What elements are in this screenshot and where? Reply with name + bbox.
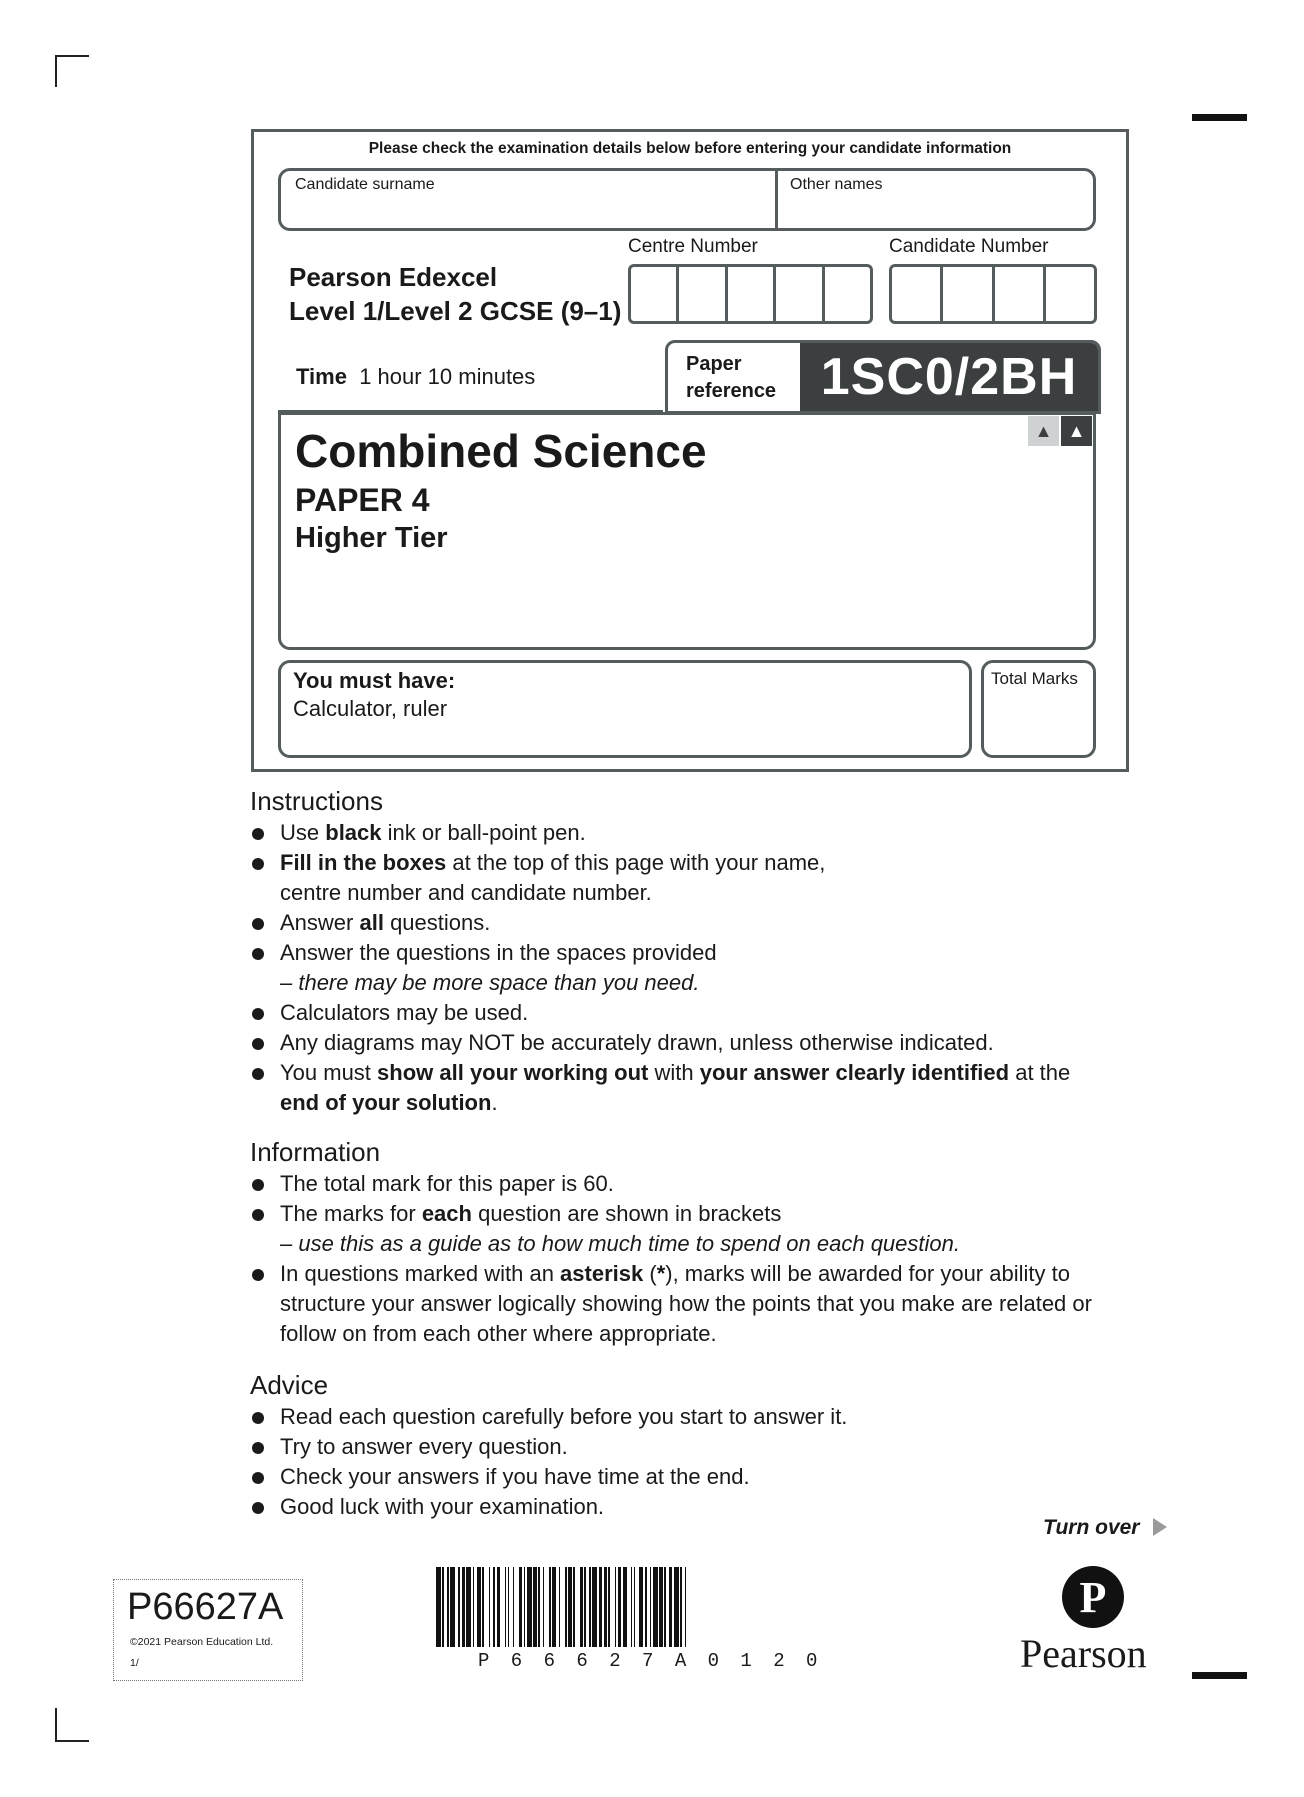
candidate-number-label: Candidate Number (889, 236, 1049, 257)
candidate-surname-label: Candidate surname (295, 176, 435, 193)
name-fields-divider (775, 171, 778, 229)
check-details-note: Please check the examination details below before entering your candidate information (368, 140, 1012, 157)
advice-heading: Advice (250, 1370, 329, 1400)
instructions-list (250, 818, 1070, 1118)
list-item: In questions marked with an asterisk (*), marks will be awarded for your ability to structure your answer logically showing how the points that you make are related or follow on from each other where appropriate. (250, 1259, 1092, 1349)
candidate-number-boxes[interactable] (889, 264, 1097, 324)
time-value: 1 hour 10 minutes (359, 364, 536, 389)
subject-title: Combined Science (295, 425, 707, 477)
information-heading: Information (250, 1137, 381, 1167)
list-item: Try to answer every question. (250, 1432, 847, 1462)
triangle-icon: ▲ (1028, 416, 1059, 446)
pearson-wordmark: Pearson (1020, 1631, 1147, 1676)
list-item: Answer all questions. (250, 908, 1070, 938)
instructions-heading: Instructions (250, 786, 383, 816)
list-item: Good luck with your examination. (250, 1492, 847, 1522)
crop-mark-bottom-left-h (55, 1740, 89, 1742)
turn-over: Turn over (1043, 1516, 1167, 1540)
list-item: Calculators may be used. (250, 998, 1070, 1028)
pearson-logo-icon: P (1062, 1566, 1124, 1628)
time-label: Time (296, 364, 347, 389)
registration-bar-bottom (1192, 1672, 1247, 1679)
paper-reference-code: 1SC0/2BH (800, 343, 1098, 411)
copyright: ©2021 Pearson Education Ltd. (130, 1636, 274, 1648)
qualification-level: Level 1/Level 2 GCSE (9–1) (289, 296, 622, 326)
centre-number-boxes[interactable] (628, 264, 873, 324)
barcode (436, 1567, 866, 1647)
exam-board: Pearson Edexcel (289, 262, 498, 292)
list-item: The marks for each question are shown in brackets – use this as a guide as to how much time to spend on each question. (250, 1199, 1092, 1259)
barcode-stripe (686, 1567, 691, 1647)
list-item: Any diagrams may NOT be accurately drawn, unless otherwise indicated. (250, 1028, 1070, 1058)
other-names-label: Other names (790, 176, 883, 193)
paper-number: PAPER 4 (295, 482, 430, 518)
arrow-right-icon (1153, 1518, 1167, 1536)
list-item: Answer the questions in the spaces provided – there may be more space than you need. (250, 938, 1070, 998)
crop-mark-top-left-h (55, 55, 89, 57)
time-allowed (296, 364, 535, 390)
registration-bar-top (1192, 114, 1247, 121)
crop-mark-bottom-left-v (55, 1708, 57, 1742)
crop-mark-top-left-v (55, 55, 57, 87)
list-item: Use black ink or ball-point pen. (250, 818, 1070, 848)
must-have-value: Calculator, ruler (293, 696, 448, 721)
information-list (250, 1169, 1092, 1349)
paper-reference-box (665, 340, 1101, 414)
barcode-text: P 6 6 6 2 7 A 0 1 2 0 (478, 1650, 818, 1672)
triangle-icon: ▲ (1061, 416, 1092, 446)
centre-number-label: Centre Number (628, 236, 758, 257)
must-have-label: You must have: (293, 668, 456, 693)
tier: Higher Tier (295, 522, 448, 554)
paper-reference-label: Paper reference (686, 353, 777, 402)
list-item: Fill in the boxes at the top of this page with your name, centre number and candidate number. (250, 848, 1070, 908)
total-marks-label: Total Marks (991, 669, 1078, 688)
advice-list (250, 1402, 847, 1522)
list-item: Check your answers if you have time at the end. (250, 1462, 847, 1492)
list-item: The total mark for this paper is 60. (250, 1169, 1092, 1199)
small-code: 1/ (130, 1657, 139, 1669)
list-item: You must show all your working out with your answer clearly identified at the end of your solution. (250, 1058, 1070, 1118)
list-item: Read each question carefully before you start to answer it. (250, 1402, 847, 1432)
paper-code: P66627A (127, 1586, 284, 1628)
